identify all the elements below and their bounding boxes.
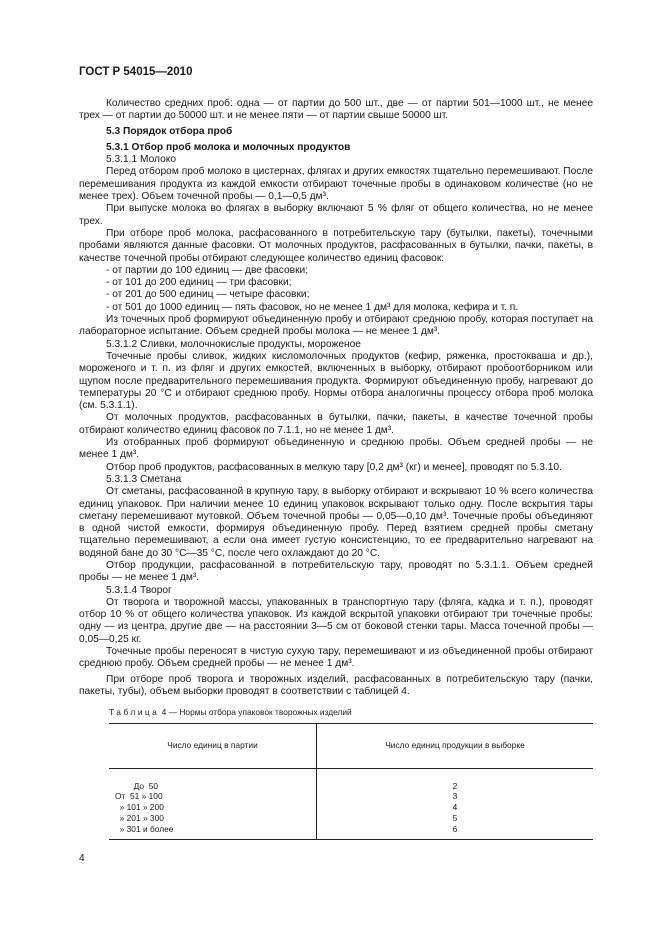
sample-size-value: 2 — [452, 780, 458, 791]
sample-size-value: 4 — [452, 802, 458, 813]
lot-size-value: » 201 » 300 — [115, 812, 164, 823]
lot-size-value: До 50 — [115, 780, 159, 791]
clause-heading: 5.3.1.2 Сливки, молочнокислые продукты, мороженое — [106, 338, 361, 350]
paragraph: При выпуске молока во флягах в выборку включают 5 % фляг от общего количества, но не менее трех. — [79, 203, 593, 227]
paragraph: Точечные пробы сливок, жидких кисломолочных продуктов (кефир, ряженка, простокваша и др.), мороженого и т. п. из фляг и других емкостей, включенных в выборку, отбирают пробоотборником или щупом после предварительного перемешивания продукта. Формируют объединенную пробу, нагревают до температуры 20 °С и отбирают среднюю пробу. Нормы отбора аналогичны процессу отбора проб молока (см. 5.3.1.1). — [79, 350, 593, 412]
lot-size-cell — [109, 768, 317, 839]
paragraph: Из точечных проб формируют объединенную пробу и отбирают среднюю пробу, которая поступает на лабораторное испытание. Объем средней пробы молока — не менее 1 дм³. — [79, 314, 593, 338]
table-header-row — [109, 723, 593, 768]
clause-heading: 5.3.1.4 Творог — [106, 584, 172, 596]
list-item: - от 201 до 500 единиц — четыре фасовки; — [106, 289, 310, 301]
paragraph: От творога и творожной массы, упакованных в транспортную тару (фляга, кадка и т. п.), проводят отбор 10 % от общего количества упаковок. Из каждой вскрытой упаковки отбирают три точечные пробы: одну — из центра, другие две — на расстоянии 3—5 см от боковой стенки тары. Масса точечной пробы — 0,05—0,25 кг. — [79, 596, 593, 645]
document-id-header: ГОСТ Р 54015—2010 — [79, 66, 193, 78]
paragraph: Отбор проб продуктов, расфасованных в мелкую тару [0,2 дм³ (кг) и менее], проводят по 5.3.10. — [106, 461, 562, 473]
table-row — [109, 768, 593, 839]
document-body — [79, 98, 593, 840]
clause-heading: 5.3.1.1 Молоко — [106, 154, 176, 166]
table-caption-word: Таблица — [109, 707, 160, 718]
paragraph: От сметаны, расфасованной в крупную тару, в выборку отбирают и вскрывают 10 % всего количества единиц упаковок. При наличии менее 10 единиц упаковок вскрывают только одну. После вскрытия тары сметану перемешивают мутовкой. Объем точечной пробы — 0,05—0,10 дм³. Точечные пробы объединяют в одной чистой емкости, формируя объединенную пробу. Перед взятием средней пробы сметану тщательно перемешивают, а если она имеет густую консистенцию, то ее предварительно нагревают на водяной бане до 30 °С—35 °С, после чего охлаждают до 20 °С. — [79, 486, 593, 559]
paragraph: От молочных продуктов, расфасованных в бутылки, пачки, пакеты, в качестве точечной пробы отбирают количество единиц фасовок по 7.1.1, но не менее 1 дм³. — [79, 412, 593, 436]
clause-heading: 5.3.1.3 Сметана — [106, 473, 182, 485]
table-caption — [79, 706, 593, 718]
paragraph: Количество средних проб: одна — от партии до 500 шт., две — от партии 501—1000 шт., не менее трех — от партии до 50000 шт. и не менее пяти — от партии свыше 50000 шт. — [79, 98, 593, 122]
sample-size-value: 6 — [452, 823, 458, 834]
lot-size-value: » 301 и более — [115, 823, 174, 834]
paragraph: Из отобранных проб формируют объединенную и среднюю пробы. Объем средней пробы — не менее 1 дм³. — [79, 437, 593, 461]
subsection-heading: 5.3.1 Отбор проб молока и молочных продуктов — [106, 141, 351, 153]
sampling-norms-table — [109, 723, 593, 840]
sample-size-value: 3 — [452, 791, 458, 802]
sample-size-cell — [317, 768, 594, 839]
section-heading: 5.3 Порядок отбора проб — [106, 125, 233, 137]
column-header-lot-size: Число единиц в партии — [109, 723, 317, 768]
list-item: - от партии до 100 единиц — две фасовки; — [106, 264, 309, 276]
paragraph: Точечные пробы переносят в чистую сухую тару, перемешивают и из объединенной пробы отбирают среднюю пробу. Объем средней пробы — не менее 1 дм³. — [79, 646, 593, 670]
column-header-sample-size: Число единиц продукции в выборке — [317, 723, 594, 768]
list-item: - от 501 до 1000 единиц — пять фасовок, но не менее 1 дм³ для молока, кефира и т. п. — [106, 301, 519, 313]
paragraph: При отборе проб творога и творожных изделий, расфасованных в потребительскую тару (пачки, пакеты, тубы), объем выборки проводят в соответствии с таблицей 4. — [79, 673, 593, 697]
list-item: - от 101 до 200 единиц — три фасовки; — [106, 277, 292, 289]
sample-size-value: 5 — [452, 812, 458, 823]
paragraph: Отбор продукции, расфасованной в потребительскую тару, проводят по 5.3.1.1. Объем средней пробы — не менее 1 дм³. — [79, 559, 593, 584]
table-caption-text: 4 — Нормы отбора упаковок творожных изделий — [161, 707, 352, 718]
lot-size-value: От 51 » 100 — [115, 791, 163, 802]
paragraph: При отборе проб молока, расфасованного в потребительскую тару (бутылки, пакеты), точечными пробами являются данные фасовки. От молочных продуктов, расфасованных в бутылки, пачки, пакеты, в качестве точечной пробы отбирают следующее количество единиц фасовок: — [79, 227, 593, 264]
lot-size-value: » 101 » 200 — [115, 802, 164, 813]
page-number: 4 — [79, 853, 85, 864]
paragraph: Перед отбором проб молоко в цистернах, флягах и других емкостях тщательно перемешивают. После перемешивания продукта из каждой емкости отбирают точечные пробы в одинаковом количестве (но не менее трех). Объем точечной пробы — 0,1—0,5 дм³. — [79, 166, 593, 203]
